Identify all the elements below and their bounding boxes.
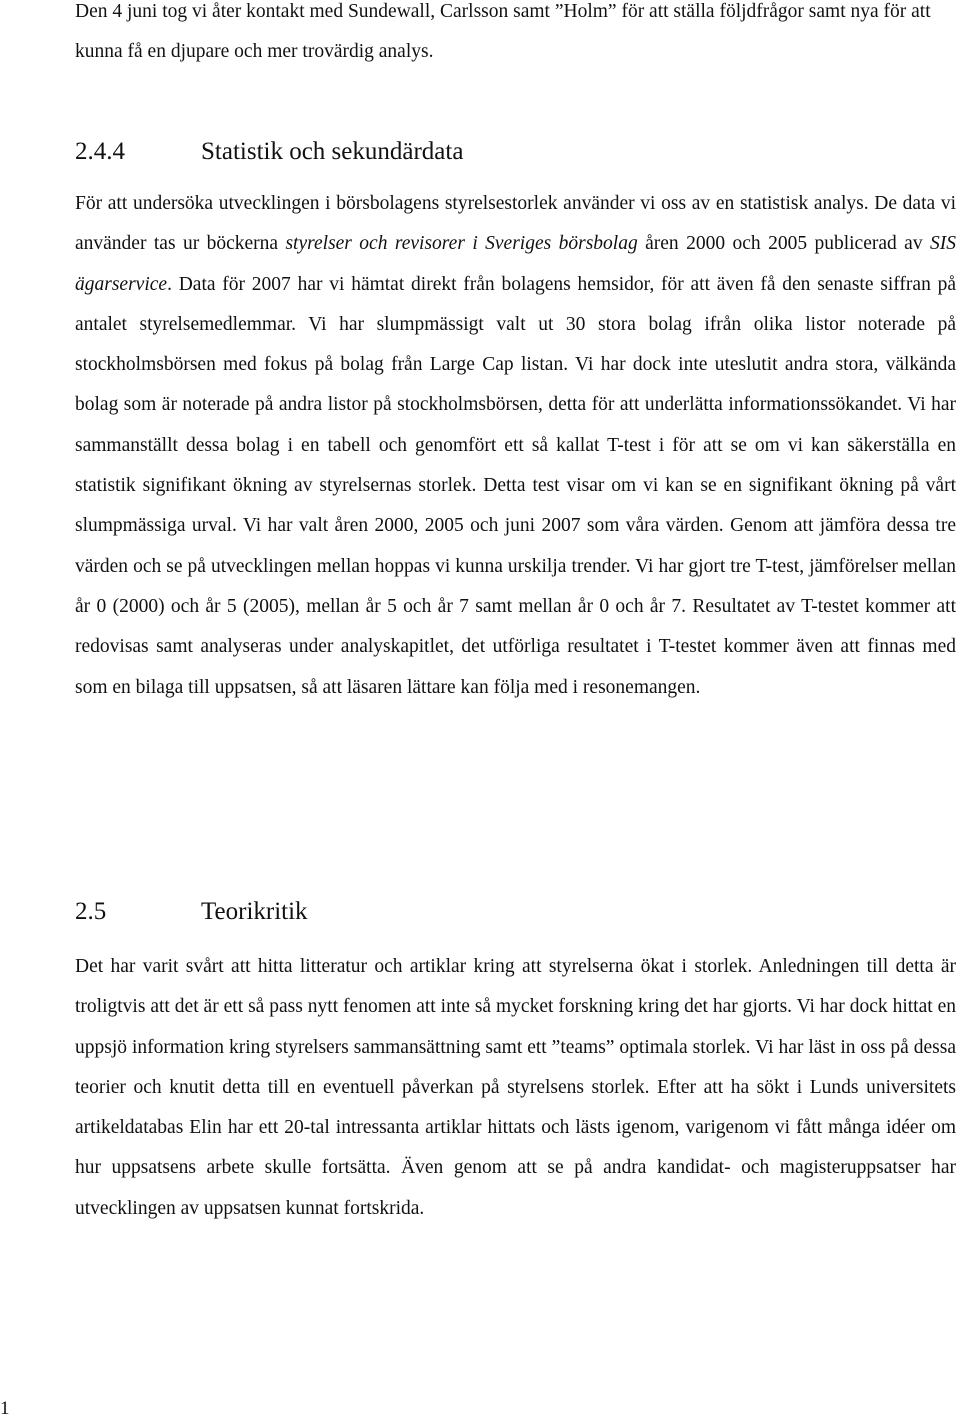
section-heading-2-5 bbox=[75, 898, 308, 926]
page-number: 1 bbox=[0, 1398, 10, 1419]
book-title: styrelser och revisorer i Sveriges börsbolag bbox=[285, 233, 638, 255]
section-heading-2-4-4 bbox=[75, 138, 463, 166]
intro-paragraph: Den 4 juni tog vi åter kontakt med Sundewall, Carlsson samt ”Holm” för att ställa följdfrågor samt nya för att kunna få en djupare och mer trovärdig analys. bbox=[75, 1, 931, 63]
section-number: 2.5 bbox=[75, 898, 107, 925]
section-title: Statistik och sekundärdata bbox=[201, 138, 464, 165]
paragraph-text-middle: åren 2000 och 2005 publicerad av bbox=[637, 233, 930, 255]
section-number: 2.4.4 bbox=[75, 138, 125, 165]
theory-critique-paragraph: Det har varit svårt att hitta litteratur och artiklar kring att styrelserna ökat i storlek. Anledningen till detta är troligtvis att det är ett så pass nytt fenomen att inte så mycket forskning kring det har gjorts. Vi har dock hittat en uppsjö information kring styrelsers sammansättning samt ett ”teams” optimala storlek. Vi har läst in oss på dessa teorier och knutit detta till en eventuell påverkan på styrelsens storlek. Efter att ha sökt i Lunds universitets artikeldatabas Elin har ett 20-tal intressanta artiklar hittats och lästs igenom, varigenom vi fått många idéer om hur uppsatsens arbete skulle fortsätta. Även genom att se på andra kandidat- och magisteruppsatser har utvecklingen av uppsatsen kunnat fortskrida. bbox=[75, 956, 956, 1219]
paragraph-text-end: . Data för 2007 har vi hämtat direkt från bolagens hemsidor, för att även få den senaste siffran på antalet styrelsemedlemmar. Vi har slumpmässigt valt ut 30 stora bolag ifrån olika listor noterade på stockholmsbörsen med fokus på bolag från Large Cap listan. Vi har dock inte uteslutit andra stora, välkända bolag som är noterade på andra listor på stockholmsbörsen, detta för att underlätta informationssökandet. Vi har sammanställt dessa bolag i en tabell och genomfört ett så kallat T-test i för att se om vi kan säkerställa en statistik signifikant ökning av styrelsernas storlek. Detta test visar om vi kan se en signifikant ökning på vårt slumpmässiga urval. Vi har valt åren 2000, 2005 och juni 2007 som våra värden. Genom att jämföra dessa tre värden och se på utvecklingen mellan hoppas vi kunna urskilja trender. Vi har gjort tre T-test, jämförelser mellan år 0 (2000) och år 5 (2005), mellan år 5 och år 7 samt mellan år 0 och år 7. Resultatet av T-testet kommer att redovisas samt analyseras under analyskapitlet, det utförliga resultatet i T-testet kommer även att finnas med som en bilaga till uppsatsen, så att läsaren lättare kan följa med i resonemangen. bbox=[75, 273, 956, 698]
section-title: Teorikritik bbox=[201, 898, 308, 925]
paragraph-text-start: För att undersöka utvecklingen i börsbolagens styrelsestorlek använder vi oss av en statistisk analys. De data vi använder tas ur böckerna bbox=[75, 193, 956, 255]
publisher-name: SIS ägarservice bbox=[75, 233, 956, 295]
statistics-paragraph bbox=[75, 184, 956, 708]
